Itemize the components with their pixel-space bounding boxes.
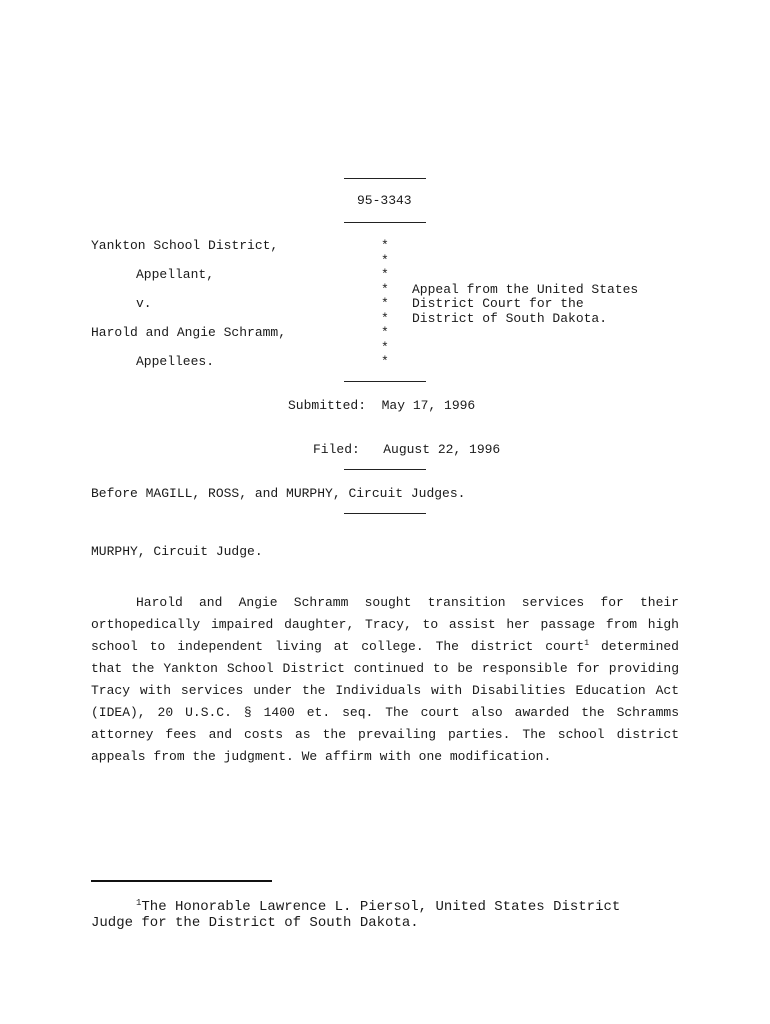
caption-star: * — [381, 354, 389, 369]
caption-star: * — [381, 310, 389, 326]
body-line: that the Yankton School District continued to be responsible for providing — [91, 661, 679, 676]
caption-star: * — [381, 267, 389, 282]
body-line: school to independent living at college. The district court — [91, 639, 585, 654]
body-line-continuation: determined — [589, 639, 679, 654]
caption-rule — [344, 381, 426, 382]
body-line: appeals from the judgment. We affirm with one modification. — [91, 749, 552, 764]
caption-defendant: Harold and Angie Schramm, — [91, 325, 287, 340]
caption-plaintiff: Yankton School District, — [91, 238, 279, 253]
docket-number: 95-3343 — [357, 193, 412, 208]
caption-star: * — [381, 238, 389, 253]
footnote-line-1 — [91, 899, 691, 915]
caption-star: * — [381, 325, 389, 340]
caption-star: * — [381, 252, 389, 268]
body-line: attorney fees and costs as the prevailing parties. The school district — [91, 727, 679, 742]
header-rule-top — [344, 178, 426, 179]
opinion-paragraph — [91, 592, 679, 768]
caption-star: * — [381, 339, 389, 355]
body-line: orthopedically impaired daughter, Tracy, to assist her passage from high — [91, 617, 679, 632]
appeal-line-1: Appeal from the United States — [412, 281, 639, 297]
panel-rule — [344, 513, 426, 514]
footnote-separator — [91, 880, 272, 882]
caption-versus: v. — [136, 296, 152, 311]
appeal-line-2: District Court for the — [412, 296, 584, 311]
filed-rule — [344, 469, 426, 470]
body-line: (IDEA), 20 U.S.C. § 1400 et. seq. The court also awarded the Schramms — [91, 705, 679, 720]
appeal-line-3: District of South Dakota. — [412, 310, 608, 326]
header-rule-bottom — [344, 222, 426, 223]
footnote-text: The Honorable Lawrence L. Piersol, United States District — [141, 899, 621, 915]
submitted-date: Submitted: May 17, 1996 — [288, 398, 476, 413]
footnote-line-2: Judge for the District of South Dakota. — [91, 915, 419, 931]
footnote-reference[interactable]: 1 — [584, 639, 590, 648]
filed-date: Filed: August 22, 1996 — [313, 442, 501, 457]
caption-star: * — [381, 281, 389, 297]
panel-judges: Before MAGILL, ROSS, and MURPHY, Circuit Judges. — [91, 486, 466, 501]
footnote-mark: 1 — [136, 898, 142, 908]
opinion-author: MURPHY, Circuit Judge. — [91, 544, 263, 559]
caption-defendant-role: Appellees. — [136, 354, 215, 369]
caption-plaintiff-role: Appellant, — [136, 267, 215, 282]
caption-star: * — [381, 296, 389, 311]
body-line: Harold and Angie Schramm sought transition services for their — [136, 595, 679, 610]
body-line: Tracy with services under the Individuals with Disabilities Education Act — [91, 683, 679, 698]
